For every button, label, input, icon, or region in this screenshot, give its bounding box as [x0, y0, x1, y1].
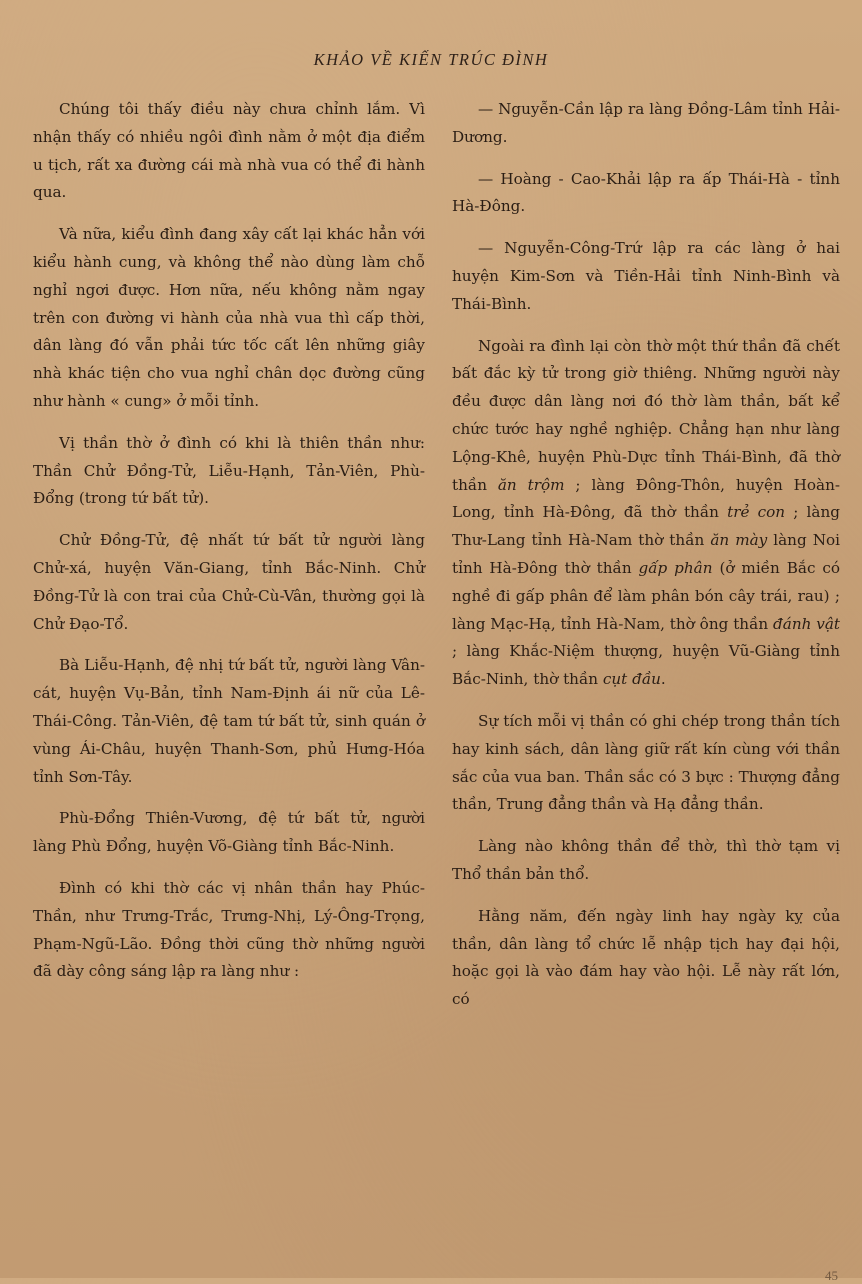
italic-term: ăn trộm: [497, 475, 565, 494]
paragraph: Đình có khi thờ các vị nhân thần hay Phúc-Thần, như Trưng-Trắc, Trưng-Nhị, Lý-Ông-Trọng, Phạm-Ngũ-Lão. Đồng thời cũng thờ những người đã dày công sáng lập ra làng như :: [33, 878, 425, 981]
paragraph: [452, 333, 840, 694]
founder-list-item: — Nguyễn-Cần lập ra làng Đồng-Lâm tỉnh Hải-Dương.: [452, 100, 840, 146]
text-run: Ngoài ra đình lại còn thờ một thứ thần đã chết bất đắc kỳ tử trong giờ thiêng. Những người này đều được dân làng nơi đó thờ làm thần, bất kể chức tước hay nghề nghiệp. Chẳng hạn như làng Lộng-Khê, huyện Phù-Dực tỉnh Thái-Bình, đã thờ thần: [452, 336, 840, 494]
italic-term: ăn mày: [710, 531, 768, 550]
text-run: .: [660, 670, 666, 689]
italic-term: gấp phân: [638, 558, 713, 577]
text-run: làng Noi tỉnh Hà-Đông thờ thần: [452, 531, 840, 577]
running-header: KHẢO VỀ KIẾN TRÚC ĐÌNH: [313, 50, 549, 69]
text-run: ; làng Thư-Lang tỉnh Hà-Nam thờ thần: [452, 503, 840, 550]
right-column: [452, 96, 840, 1028]
paragraph: Vị thần thờ ở đình có khi là thiên thần như: Thần Chử Đồng-Tử, Liễu-Hạnh, Tản-Viên, Phù-Đổng (trong tứ bất tử).: [33, 433, 425, 508]
text-run: (ở miền Bắc có nghề đi gấp phân để làm phân bón cây trái, rau) ; làng Mạc-Hạ, tỉnh Hà-Nam, thờ ông thần: [452, 558, 841, 633]
paragraph: Chúng tôi thấy điều này chưa chỉnh lắm. Vì nhận thấy có nhiều ngôi đình nằm ở một địa điểm u tịch, rất xa đường cái mà nhà vua có thể đi hành qua.: [33, 100, 425, 202]
left-column: [33, 96, 425, 1000]
founder-list-item: — Hoàng - Cao-Khải lập ra ấp Thái-Hà - tỉnh Hà-Đông.: [452, 169, 840, 216]
italic-term: trẻ con: [727, 503, 786, 522]
paragraph: Chử Đồng-Tử, đệ nhất tứ bất tử người làng Chử-xá, huyện Văn-Giang, tỉnh Bắc-Ninh. Chử Đồng-Tử là con trai của Chử-Cù-Vân, thường gọi là Chử Đạo-Tổ.: [33, 531, 425, 633]
italic-term: cụt đầu: [602, 670, 661, 689]
paragraph: Sự tích mỗi vị thần có ghi chép trong thần tích hay kinh sách, dân làng giữ rất kín cùng với thần sắc của vua ban. Thần sắc có 3 bực : Thượng đẳng thần, Trung đẳng thần và Hạ đẳng thần.: [452, 711, 841, 814]
paragraph: Hằng năm, đến ngày linh hay ngày kỵ của thần, dân làng tổ chức lễ nhập tịch hay đại hội, hoặc gọi là vào đám hay vào hội. Lễ này rất lớn, có: [452, 906, 840, 1009]
founder-list-item: — Nguyễn-Công-Trứ lập ra các làng ở hai huyện Kim-Sơn và Tiền-Hải tỉnh Ninh-Bình và Thái-Bình.: [452, 239, 840, 313]
paragraph: Và nữa, kiểu đình đang xây cất lại khác hẳn với kiểu hành cung, và không thể nào dùng làm chỗ nghỉ ngơi được. Hơn nữa, nếu không nằm ngay trên con đường vi hành của nhà vua thì cấp thời, dân làng đó vẫn phải tức tốc cất lên những giây nhà khác tiện cho vua nghỉ chân dọc đường cũng như hành « cung» ở mỗi tỉnh.: [33, 225, 425, 410]
italic-term: đánh vật: [773, 614, 840, 633]
paragraph: Phù-Đổng Thiên-Vương, đệ tứ bất tử, người làng Phù Đổng, huyện Võ-Giàng tỉnh Bắc-Ninh.: [33, 809, 425, 856]
page-number: 45: [825, 1268, 838, 1283]
paragraph: Làng nào không thần để thờ, thì thờ tạm vị Thổ thần bản thổ.: [452, 837, 840, 883]
text-run: ; làng Khắc-Niệm thượng, huyện Vũ-Giàng tỉnh Bắc-Ninh, thờ thần: [452, 642, 840, 689]
paragraph: Bà Liễu-Hạnh, đệ nhị tứ bất tử, người làng Vân-cát, huyện Vụ-Bản, tỉnh Nam-Định ái nữ của Lê-Thái-Công. Tản-Viên, đệ tam tứ bất tử, sinh quán ở vùng Ái-Châu, huyện Thanh-Sơn, phủ Hưng-Hóa tỉnh Sơn-Tây.: [33, 656, 425, 786]
text-run: ; làng Đông-Thôn, huyện Hoàn-Long, tỉnh Hà-Đông, đã thờ thần: [452, 475, 840, 522]
